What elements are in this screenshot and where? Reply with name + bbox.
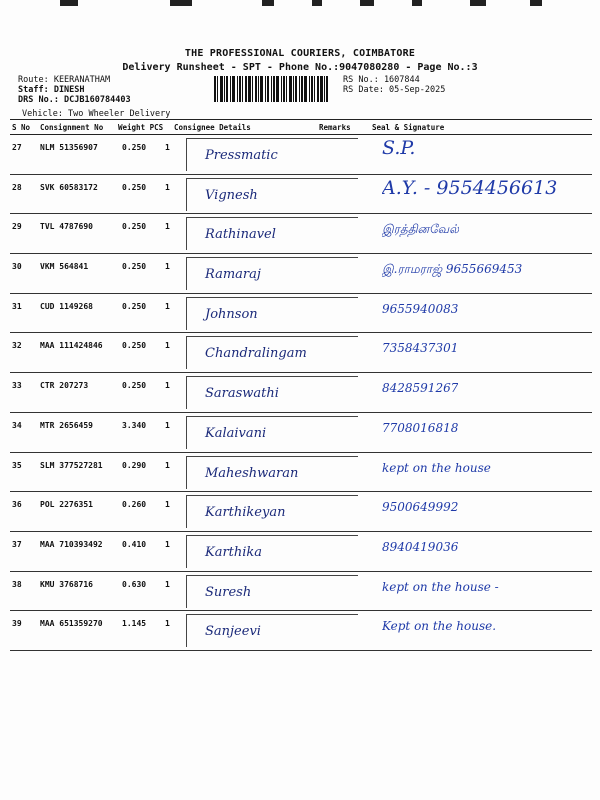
row-pcs: 1	[165, 222, 170, 232]
consignee-box	[186, 178, 358, 211]
row-pcs: 1	[165, 182, 170, 192]
runsheet-header	[0, 48, 600, 73]
row-consignment: MAA 651359270	[40, 619, 103, 629]
consignee-box	[186, 416, 358, 449]
row-pcs: 1	[165, 301, 170, 311]
row-pcs: 1	[165, 341, 170, 351]
table-row	[10, 453, 592, 493]
row-consignment: VKM 564841	[40, 262, 89, 272]
row-consignment: CUD 1149268	[40, 301, 93, 311]
col-consignment: Consignment No	[40, 123, 104, 132]
consignee-box	[186, 257, 358, 290]
signature: 9500649992	[382, 500, 459, 515]
consignee-name: Saraswathi	[205, 386, 279, 402]
row-consignment: MAA 710393492	[40, 539, 103, 549]
row-pcs: 1	[165, 381, 170, 391]
consignee-box	[186, 456, 358, 489]
row-consignment: MAA 111424846	[40, 341, 103, 351]
row-consignment: KMU 3768716	[40, 579, 93, 589]
signature: kept on the house	[382, 460, 491, 475]
signature: இரத்தினவேல்	[382, 222, 460, 237]
rs-date: RS Date: 05-Sep-2025	[343, 85, 446, 95]
consignee-box	[186, 336, 358, 369]
row-pcs: 1	[165, 420, 170, 430]
row-sno: 28	[12, 182, 22, 192]
col-remarks: Remarks	[319, 123, 351, 132]
consignee-box	[186, 138, 358, 171]
row-weight: 0.260	[122, 500, 147, 510]
row-consignment: TVL 4787690	[40, 222, 93, 232]
runsheet-meta	[343, 75, 445, 95]
consignee-box	[186, 376, 358, 409]
signature: S.P.	[382, 137, 416, 159]
consignee-name: Kalaivani	[205, 425, 267, 441]
signature: A.Y. - 9554456613	[382, 176, 558, 199]
row-sno: 31	[12, 301, 22, 311]
consignee-name: Karthikeyan	[205, 505, 286, 521]
row-sno: 37	[12, 539, 22, 549]
row-pcs: 1	[165, 143, 170, 152]
col-consignee: Consignee Details	[174, 123, 251, 132]
signature: 7358437301	[382, 341, 459, 356]
consignee-name: Chandralingam	[205, 346, 307, 362]
table-row	[10, 135, 592, 175]
route-label: Route: KEERANATHAM	[18, 75, 111, 85]
vehicle-label: Vehicle: Two Wheeler Delivery	[22, 109, 171, 119]
row-sno: 32	[12, 341, 22, 351]
row-sno: 27	[12, 143, 22, 152]
row-sno: 39	[12, 619, 22, 629]
table-row	[10, 492, 592, 532]
row-pcs: 1	[165, 460, 170, 470]
signature: kept on the house -	[382, 579, 499, 594]
table-row	[10, 214, 592, 254]
row-pcs: 1	[165, 262, 170, 272]
consignee-name: Suresh	[205, 584, 252, 600]
company-title: THE PROFESSIONAL COURIERS, COIMBATORE	[184, 48, 416, 59]
row-weight: 0.630	[122, 579, 147, 589]
table-row	[10, 413, 592, 453]
row-weight: 0.250	[122, 301, 147, 311]
row-consignment: SLM 377527281	[40, 460, 103, 470]
row-consignment: SVK 60583172	[40, 182, 98, 192]
row-weight: 0.250	[122, 381, 147, 391]
row-weight: 1.145	[122, 619, 147, 629]
row-sno: 38	[12, 579, 22, 589]
row-pcs: 1	[165, 579, 170, 589]
row-sno: 33	[12, 381, 22, 391]
table-row	[10, 572, 592, 612]
col-weight-pcs: Weight PCS	[118, 123, 164, 132]
row-weight: 0.250	[122, 182, 147, 192]
row-consignment: NLM 51356907	[40, 143, 98, 152]
consignee-box	[186, 217, 358, 250]
row-weight: 0.410	[122, 539, 147, 549]
consignee-name: Maheshwaran	[205, 465, 299, 481]
signature: 8428591267	[382, 381, 459, 396]
drs-number: DRS No.: DCJB160784403	[18, 95, 131, 105]
col-seal-signature: Seal & Signature	[372, 123, 445, 132]
rs-number: RS No.: 1607844	[343, 75, 420, 85]
table-row	[10, 373, 592, 413]
consignee-box	[186, 614, 358, 647]
row-pcs: 1	[165, 539, 170, 549]
row-sno: 36	[12, 500, 22, 510]
row-weight: 0.250	[122, 262, 147, 272]
row-weight: 3.340	[122, 420, 147, 430]
staff-label: Staff: DINESH	[18, 85, 85, 95]
row-consignment: CTR 207273	[40, 381, 89, 391]
route-info	[18, 75, 131, 105]
row-consignment: POL 2276351	[40, 500, 93, 510]
table-row	[10, 532, 592, 572]
table-row	[10, 175, 592, 215]
signature: 8940419036	[382, 539, 459, 554]
signature: இ.ராமராஜ் 9655669453	[382, 262, 523, 277]
consignee-name: Sanjeevi	[205, 624, 261, 640]
consignee-box	[186, 575, 358, 608]
row-weight: 0.290	[122, 460, 147, 470]
row-sno: 34	[12, 420, 22, 430]
consignee-name: Ramaraj	[205, 267, 261, 283]
signature: Kept on the house.	[382, 619, 497, 634]
table-row	[10, 294, 592, 334]
consignee-name: Rathinavel	[205, 227, 276, 243]
table-header	[10, 120, 592, 134]
table-row	[10, 611, 592, 651]
signature: 9655940083	[382, 301, 459, 316]
page-top-marks	[0, 0, 600, 10]
row-pcs: 1	[165, 619, 170, 629]
consignee-box	[186, 297, 358, 330]
row-sno: 29	[12, 222, 22, 232]
row-sno: 30	[12, 262, 22, 272]
consignee-box	[186, 495, 358, 528]
runsheet-subtitle: Delivery Runsheet - SPT - Phone No.:9047080280 - Page No.:3	[122, 62, 478, 73]
delivery-table	[10, 119, 592, 651]
table-row	[10, 254, 592, 294]
row-sno: 35	[12, 460, 22, 470]
signature: 7708016818	[382, 420, 459, 435]
consignee-name: Pressmatic	[205, 148, 278, 163]
consignee-name: Johnson	[205, 306, 258, 322]
row-pcs: 1	[165, 500, 170, 510]
row-consignment: MTR 2656459	[40, 420, 93, 430]
consignee-name: Karthika	[205, 544, 263, 560]
row-weight: 0.250	[122, 143, 147, 152]
row-weight: 0.250	[122, 341, 147, 351]
runsheet-barcode	[214, 76, 338, 102]
table-row	[10, 333, 592, 373]
row-weight: 0.250	[122, 222, 147, 232]
col-sno: S No	[12, 123, 31, 132]
consignee-box	[186, 535, 358, 568]
consignee-name: Vignesh	[205, 187, 258, 203]
